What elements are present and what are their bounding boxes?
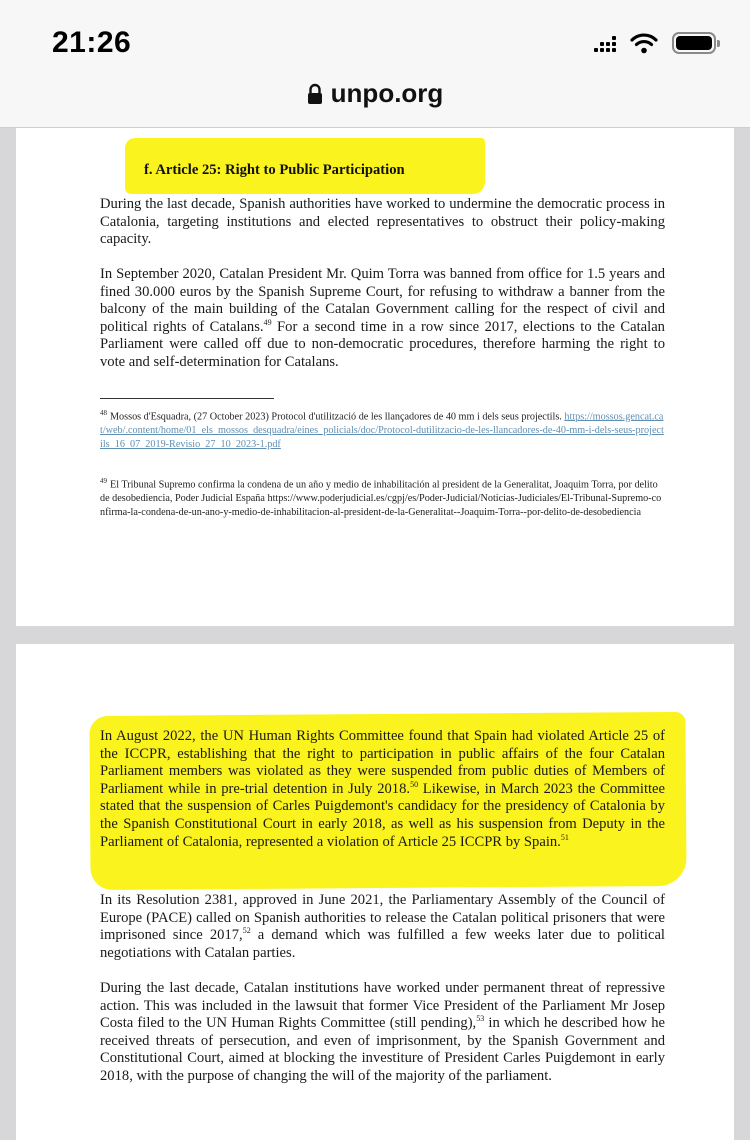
footnote-48: $^{48}$ Mossos d'Esquadra, (27 October 2023) Protocol d'utilització de les llançadores de 40 mm i dels seus projectils. https://mossos.gencat.cat/web/.content/home/01_els_mossos_desquadra/eines_policials/doc/Protocol-dutilitzacio-de-les-llancadores-de-40-mm-i-dels-seus-projectils_16_07_2019-Revisio_27_10_2023-1.pdf [100, 409, 664, 451]
address-bar[interactable] [0, 78, 750, 109]
footnote-49: $^{49}$ El Tribunal Supremo confirma la condena de un año y medio de inhabilitación al president de la Generalitat, Joaquim Torra, por delito de desobediencia, Poder Judicial España https://www.poderjudicial.es/cgpj/es/Poder-Judicial/Noticias-Judiciales/El-Tribunal-Supremo-confirma-la-condena-de-un-ano-y-medio-de-inhabilitacion-al-president-de-la-Generalitat--Joaquim-Torra--por-delito-de-desobediencia [100, 477, 662, 519]
footnote-48-link[interactable]: https://mossos.gencat.cat/web/.content/home/01_els_mossos_desquadra/eines_policials/doc/Protocol-dutilitzacio-de-les-llancadores-de-40-mm-i-dels-seus-projectils_16_07_2019-Revisio_27_10_2023-1.pdf [100, 411, 664, 451]
cellular-signal-icon [594, 34, 616, 52]
lock-icon [307, 83, 323, 105]
document-page-2 [16, 644, 734, 1140]
paragraph: In September 2020, Catalan President Mr. Quim Torra was banned from office for 1.5 years and fined 30.000 euros by the Spanish Supreme Court, for refusing to withdraw a banner from the balcony of the main building of the Catalan Government calling for the respect of civil and political rights of Catalans.$^{49}$ For a second time in a row since 2017, elections to the Catalan Parliament were called off due to non-democratic procedures, therefore harming the right to vote and self-determination for Catalans. [100, 266, 665, 370]
paragraph: During the last decade, Catalan institutions have worked under permanent threat of repressive action. This was included in the lawsuit that former Vice President of the Parliament Mr Josep Costa filed to the UN Human Rights Committee (still pending),$^{53}$ in which he described how he received threats of persecution, and even of imprisonment, by the Spanish Government and Constitutional Court, aimed at blocking the investiture of President Carles Puigdemont in early 2018, with the purpose of changing the will of the majority of the parliament. [100, 980, 665, 1084]
footnote-ref[interactable]: 51 [560, 832, 569, 842]
wifi-icon [630, 32, 658, 54]
section-heading: f. Article 25: Right to Public Participation [144, 162, 405, 178]
paragraph: During the last decade, Spanish authorities have worked to undermine the democratic process in Catalonia, targeting institutions and elected representatives to obstruct their policy-making capacity. [100, 196, 665, 248]
footnote-divider [100, 398, 274, 399]
footnote-49-url: https://www.poderjudicial.es/cgpj/es/Poder-Judicial/Noticias-Judiciales/El-Tribunal-Supremo-confirma-la-condena-de-un-ano-y-medio-de-inhabilitacion-al-president-de-la-Generalitat--Joaquim-Torra--por-delito-de-desobediencia [100, 493, 662, 519]
footnote-ref[interactable]: 52 [242, 926, 251, 936]
footnote-ref[interactable]: 53 [476, 1014, 485, 1024]
status-icons [594, 32, 716, 54]
url-text: unpo.org [330, 78, 444, 108]
footnote-ref[interactable]: 50 [410, 779, 419, 789]
paragraph: In its Resolution 2381, approved in June 2021, the Parliamentary Assembly of the Council of Europe (PACE) called on Spanish authorities to release the Catalan political prisoners that were imprisoned since 2017,52 a demand which was fulfilled a few weeks later due to political negotiations with Catalan parties. [100, 892, 665, 961]
document-page-1 [16, 128, 734, 626]
battery-icon [672, 32, 716, 54]
footnote-ref[interactable]: 49 [263, 317, 272, 327]
status-time: 21:26 [52, 26, 132, 59]
highlighted-paragraph: In August 2022, the UN Human Rights Committee found that Spain had violated Article 25 of the ICCPR, establishing that the right to participation in public affairs of the four Catalan Parliament members was violated as they were suspended from public duties of Members of Parliament while in pre-trial detention in July 2018.50 Likewise, in March 2023 the Committee stated that the suspension of Carles Puigdemont's candidacy for the presidency of Catalonia by the Spanish Constitutional Court in early 2018, as well as his suspension from Deputy in the Parliament of Catalonia, represented a violation of Article 25 ICCPR by Spain.$^{51}$ [100, 728, 666, 850]
browser-top-bar [0, 0, 750, 128]
